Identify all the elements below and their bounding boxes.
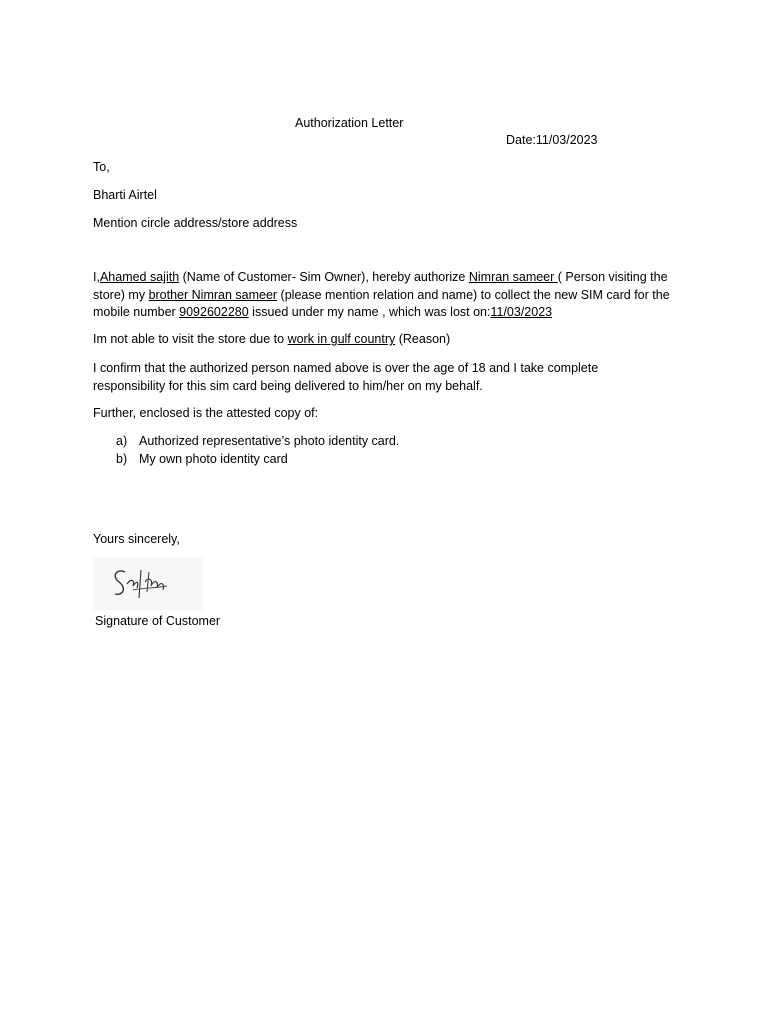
list-item-text: My own photo identity card <box>139 452 288 466</box>
para2-text2: (Reason) <box>395 332 451 346</box>
reason-paragraph <box>93 331 673 349</box>
closing-line: Yours sincerely, <box>93 532 180 546</box>
relation-and-name: brother Nimran sameer <box>148 287 278 302</box>
para1-prefix: I, <box>93 270 100 284</box>
para1-text4: issued under my name , which was lost on: <box>248 305 491 319</box>
letter-date: Date:11/03/2023 <box>506 133 598 147</box>
enclosures-list <box>116 432 399 468</box>
lost-date: 11/03/2023 <box>490 305 553 319</box>
list-item <box>116 450 399 468</box>
mobile-number: 9092602280 <box>179 305 249 319</box>
list-item <box>116 432 399 450</box>
letter-title: Authorization Letter <box>295 116 404 130</box>
customer-name: Ahamed sajith <box>99 270 180 284</box>
para2-text1: Im not able to visit the store due to <box>93 332 288 346</box>
confirmation-paragraph: I confirm that the authorized person named above is over the age of 18 and I take complete responsibility for this sim card being delivered to him/her on my behalf. <box>93 361 599 393</box>
list-marker: a) <box>116 434 128 448</box>
signature-image <box>93 558 203 610</box>
reason-text: work in gulf country <box>287 332 396 346</box>
recipient-address: Mention circle address/store address <box>93 216 298 230</box>
authorized-person-name: Nimran sameer <box>468 270 558 284</box>
list-marker: b) <box>116 452 128 466</box>
authorization-paragraph <box>93 269 673 322</box>
list-item-text: Authorized representative’s photo identity card. <box>139 434 400 448</box>
para1-text2: ( Person visiting the store) my <box>93 270 668 302</box>
enclosures-intro: Further, enclosed is the attested copy of: <box>93 406 319 420</box>
para1-text1: (Name of Customer- Sim Owner), hereby authorize <box>179 270 469 284</box>
recipient-name: Bharti Airtel <box>93 188 157 202</box>
signature-label: Signature of Customer <box>95 614 221 628</box>
para1-text3: (please mention relation and name) to collect the new SIM card for the mobile number <box>93 287 670 319</box>
salutation-to: To, <box>93 160 110 174</box>
